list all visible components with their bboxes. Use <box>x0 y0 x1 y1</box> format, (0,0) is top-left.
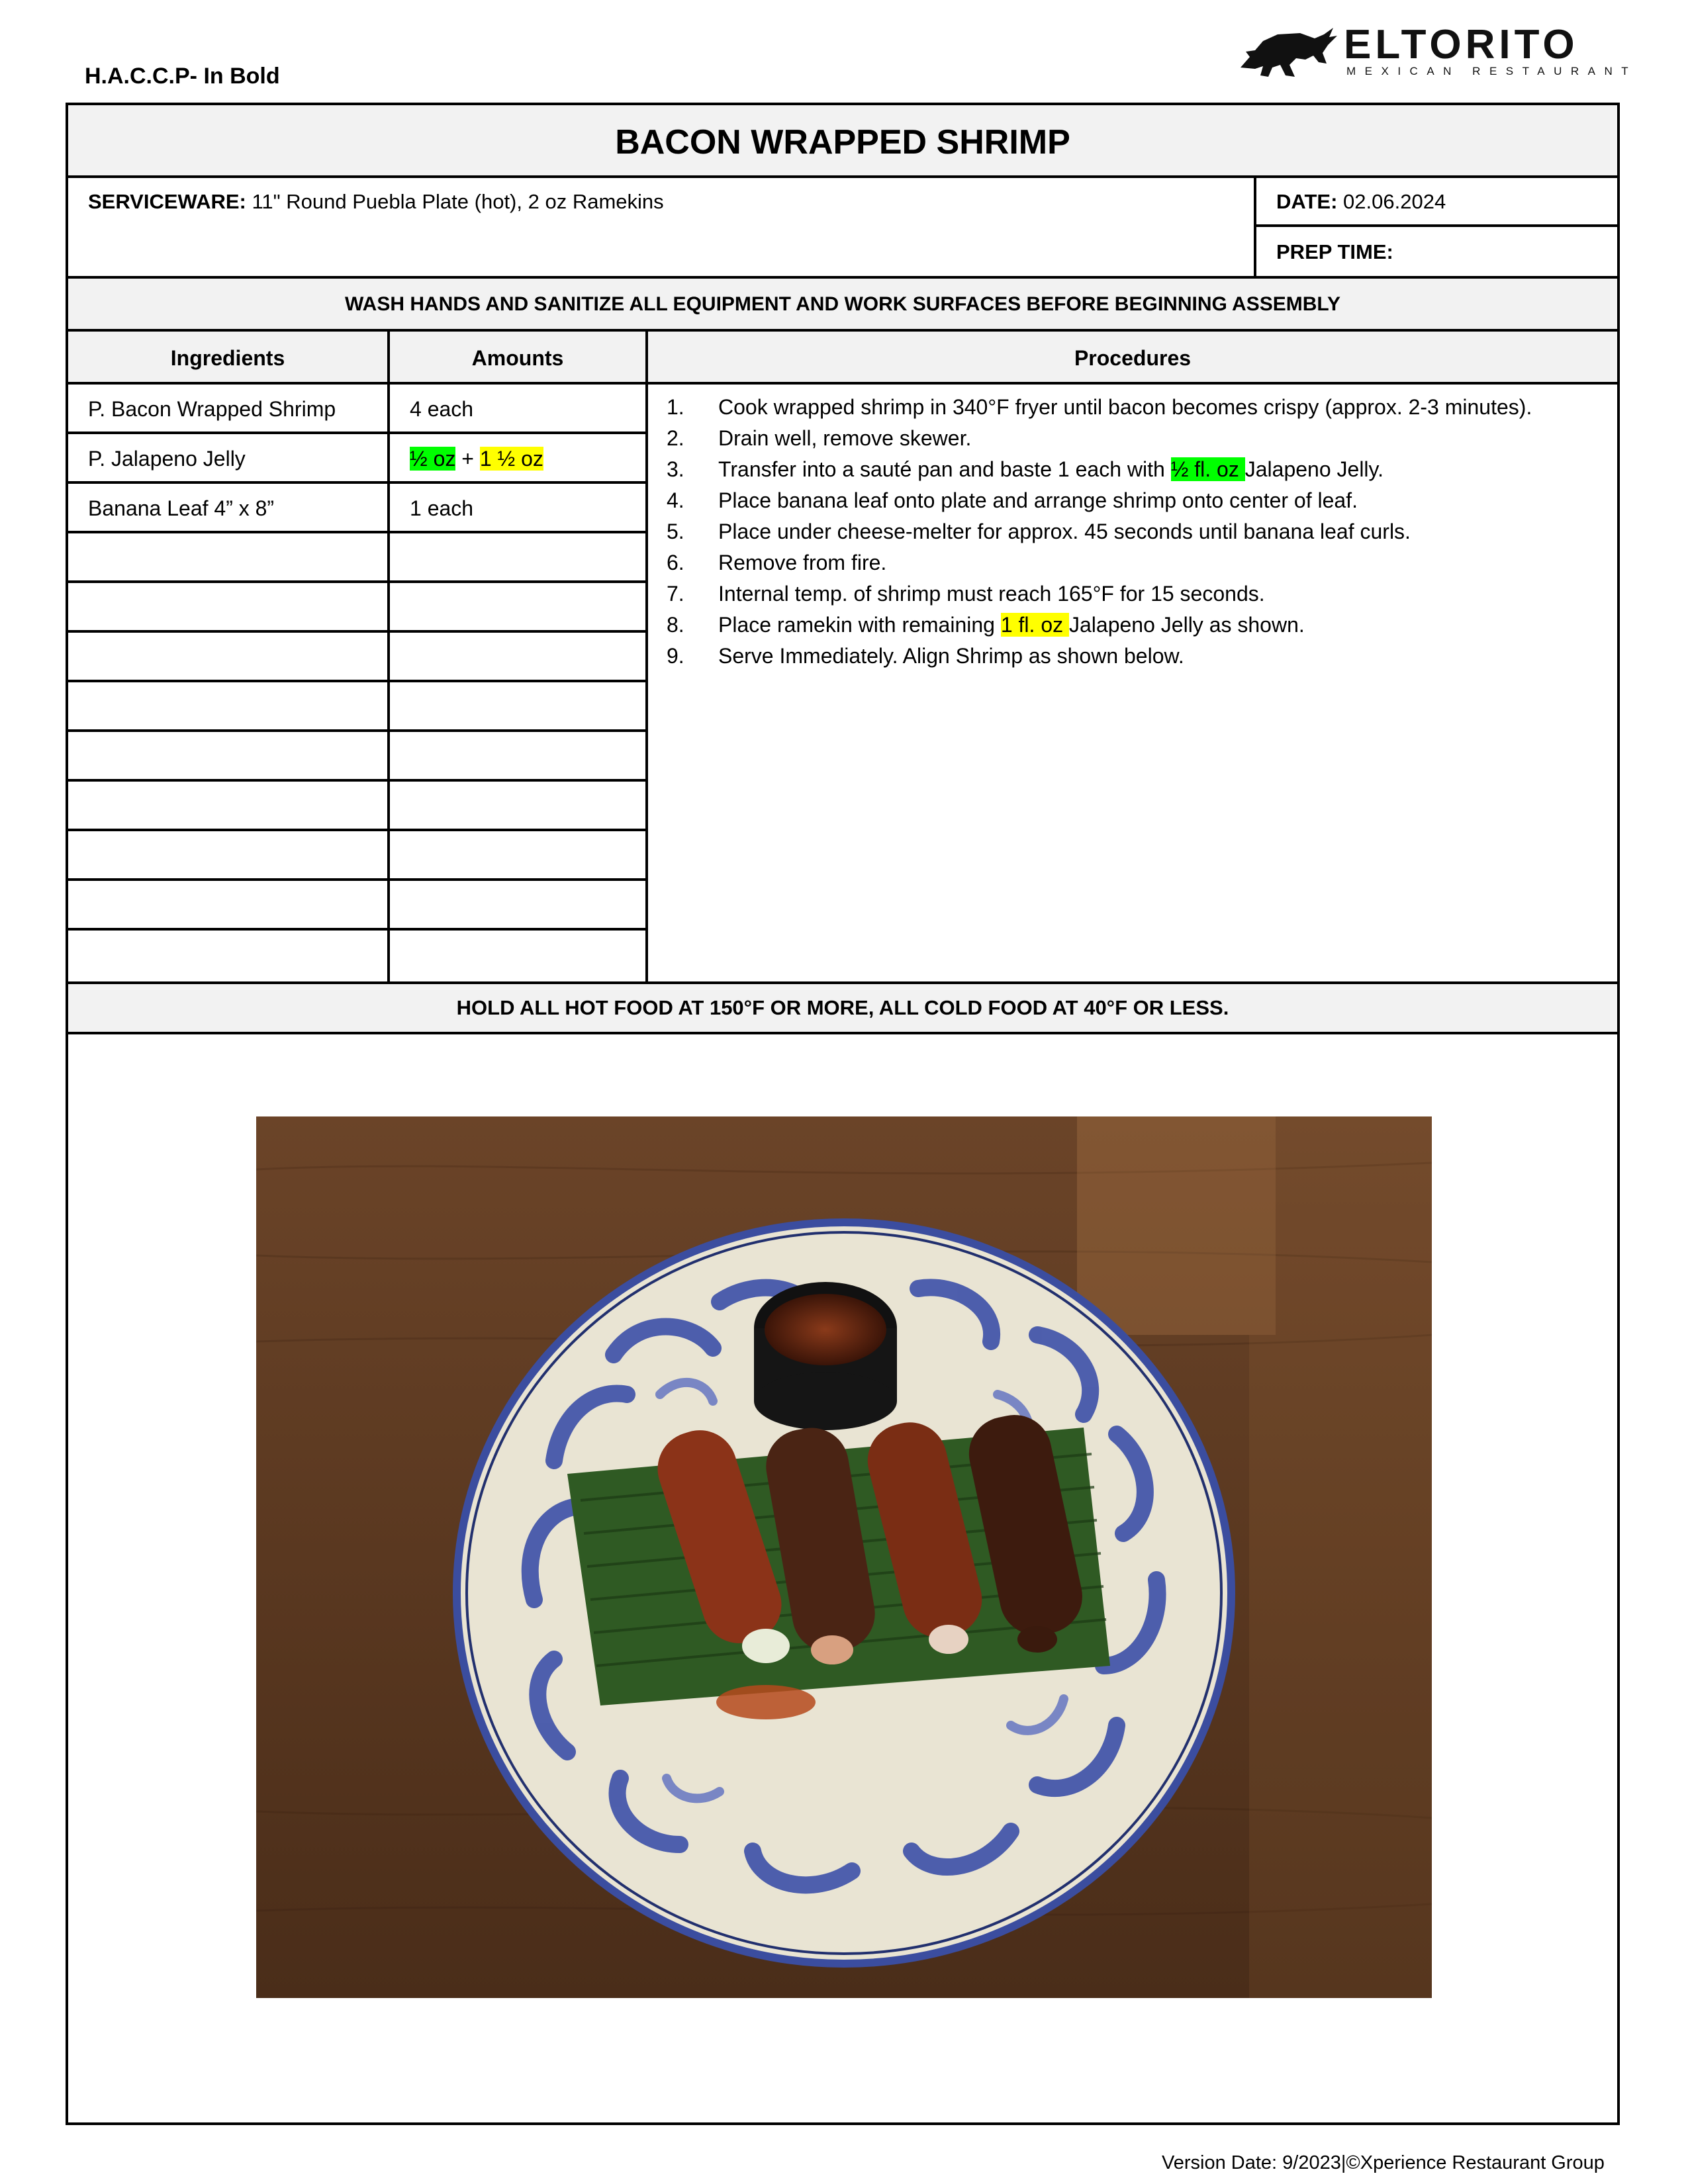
logo-tagline: MEXICAN RESTAURANT <box>1346 65 1638 77</box>
empty-cell <box>390 682 645 732</box>
procedure-step <box>648 547 1617 578</box>
step-number: 8. <box>667 613 684 637</box>
empty-cell <box>390 782 645 831</box>
step-text: Drain well, remove skewer. <box>718 426 972 450</box>
serviceware-value: 11" Round Puebla Plate (hot), 2 oz Ramekins <box>246 190 664 213</box>
empty-cell <box>390 533 645 583</box>
empty-cell <box>68 732 387 782</box>
ingredient-cell: P. Bacon Wrapped Shrimp <box>68 385 387 434</box>
el-torito-logo <box>1237 21 1638 82</box>
prep-time-label: PREP TIME: <box>1276 240 1393 263</box>
date-cell <box>1256 178 1617 227</box>
empty-cell <box>68 682 387 732</box>
serviceware-label: SERVICEWARE: <box>88 190 246 213</box>
ingredients-header: Ingredients <box>68 332 387 385</box>
ingredient-cell: P. Jalapeno Jelly <box>68 434 387 484</box>
amounts-column <box>390 332 648 981</box>
amount-cell: 1 each <box>390 484 645 533</box>
step-text: Internal temp. of shrimp must reach 165°F for 15 seconds. <box>718 582 1265 606</box>
empty-cell <box>390 732 645 782</box>
prep-time-cell <box>1256 227 1617 276</box>
serviceware-row <box>68 178 1617 279</box>
step-number: 4. <box>667 488 684 512</box>
step-text: Serve Immediately. Align Shrimp as shown below. <box>718 644 1184 668</box>
procedure-step <box>648 640 1617 671</box>
step-highlight-green: ½ fl. oz <box>1170 457 1245 481</box>
procedure-step <box>648 453 1617 484</box>
ingredient-cell: Banana Leaf 4” x 8” <box>68 484 387 533</box>
step-number: 1. <box>667 395 684 419</box>
empty-cell <box>390 583 645 633</box>
amount-highlight-green: ½ oz <box>410 447 456 471</box>
step-number: 2. <box>667 426 684 450</box>
amount-highlight-yellow: 1 ½ oz <box>479 447 543 471</box>
haccp-note: H.A.C.C.P- In Bold <box>85 64 280 89</box>
empty-cell <box>390 931 645 980</box>
amount-separator: + <box>455 447 480 471</box>
procedure-step <box>648 609 1617 640</box>
logo-wordmark: ELTORITO <box>1344 22 1579 68</box>
procedure-step <box>648 578 1617 609</box>
step-number: 3. <box>667 457 684 481</box>
step-text: Jalapeno Jelly. <box>1244 457 1384 481</box>
amounts-header: Amounts <box>390 332 645 385</box>
empty-cell <box>68 583 387 633</box>
recipe-table <box>68 332 1617 981</box>
procedure-step <box>648 391 1617 422</box>
step-text: Place banana leaf onto plate and arrange shrimp onto center of leaf. <box>718 488 1358 512</box>
procedure-step <box>648 516 1617 547</box>
serviceware-cell <box>68 178 1256 276</box>
empty-cell <box>390 633 645 682</box>
procedure-step <box>648 484 1617 516</box>
procedure-step <box>648 422 1617 453</box>
step-highlight-yellow: 1 fl. oz <box>1000 613 1069 637</box>
empty-cell <box>68 881 387 931</box>
step-text: Jalapeno Jelly as shown. <box>1069 613 1305 637</box>
empty-cell <box>390 881 645 931</box>
step-text: Cook wrapped shrimp in 340°F fryer until bacon becomes crispy (approx. 2-3 minutes). <box>718 395 1532 419</box>
empty-cell <box>68 782 387 831</box>
bull-icon <box>1237 21 1342 82</box>
step-number: 6. <box>667 551 684 574</box>
step-text: Place ramekin with remaining <box>718 613 1001 637</box>
footer-version: Version Date: 9/2023|©Xperience Restaurant Group <box>1162 2152 1605 2173</box>
empty-cell <box>68 533 387 583</box>
step-number: 5. <box>667 520 684 543</box>
step-number: 7. <box>667 582 684 606</box>
date-label: DATE: <box>1276 190 1338 213</box>
procedures-column <box>648 332 1617 981</box>
amount-cell <box>390 434 645 484</box>
empty-cell <box>390 831 645 881</box>
step-text: Transfer into a sauté pan and baste 1 each with <box>718 457 1171 481</box>
procedures-header: Procedures <box>648 332 1617 385</box>
step-text: Place under cheese-melter for approx. 45 seconds until banana leaf curls. <box>718 520 1411 543</box>
wash-notice: WASH HANDS AND SANITIZE ALL EQUIPMENT AND WORK SURFACES BEFORE BEGINNING ASSEMBLY <box>68 279 1617 332</box>
ingredients-column <box>68 332 390 981</box>
procedure-list <box>648 391 1617 671</box>
step-number: 9. <box>667 644 684 668</box>
empty-cell <box>68 931 387 980</box>
recipe-title: BACON WRAPPED SHRIMP <box>68 105 1617 178</box>
step-text: Remove from fire. <box>718 551 887 574</box>
hold-notice: HOLD ALL HOT FOOD AT 150°F OR MORE, ALL COLD FOOD AT 40°F OR LESS. <box>68 981 1617 1034</box>
empty-cell <box>68 831 387 881</box>
amount-cell: 4 each <box>390 385 645 434</box>
empty-cell <box>68 633 387 682</box>
date-value: 02.06.2024 <box>1337 190 1446 213</box>
dish-photo <box>256 1116 1432 1998</box>
